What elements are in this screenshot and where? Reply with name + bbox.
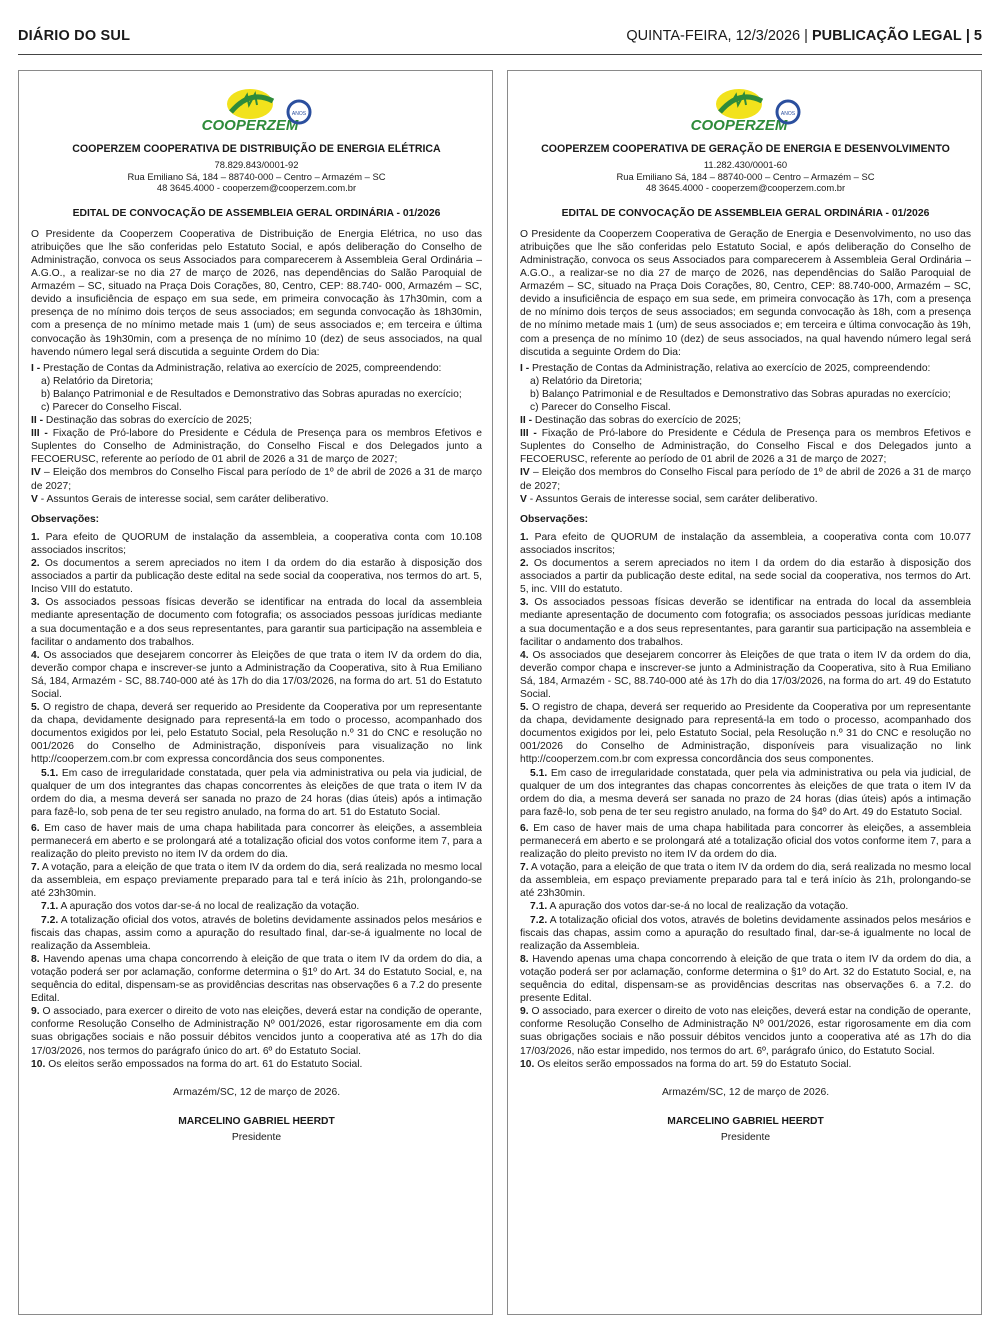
observation-number: 2. — [31, 558, 40, 570]
observation-text: O associado, para exercer o direito de voto nas eleições, deverá estar na condição de operante, conforme Resolução Conselho de Administração Nº 001/2026, estar rigorosamente em dia com suas obrigações sociais e não possuir débitos vencidos junto a cooperativa até as 17h do dia 17/03/2026, nos termos do parágrafo único do art. 6º do Estatuto Social. — [31, 1006, 482, 1057]
page-meta — [626, 28, 982, 44]
observation-number: 9. — [520, 1006, 529, 1018]
observation-text: Havendo apenas uma chapa concorrendo à eleição de que trata o item IV da ordem do dia, a votação poderá ser por aclamação, conforme determina o §1º do Art. 34 do Estatuto Social, e, na sequência do edital, dispensam-se as providências descritas nas observações 6 a 7.2 do presente Edital. — [31, 953, 482, 1005]
observation-number: 7.1. — [41, 901, 59, 913]
observation-number: 2. — [520, 558, 529, 570]
observation-item — [31, 953, 482, 1005]
observation-item — [31, 649, 482, 701]
signer-name: MARCELINO GABRIEL HEERDT — [667, 1115, 824, 1127]
observations-title: Observações: — [31, 513, 100, 525]
observation-number: 10. — [520, 1058, 535, 1070]
agenda-item — [520, 427, 971, 466]
signer-role: Presidente — [231, 1131, 282, 1143]
observation-item — [31, 861, 482, 900]
org-name: COOPERZEM COOPERATIVA DE DISTRIBUIÇÃO DE ENERGIA ELÉTRICA — [72, 143, 441, 155]
org-contact: 48 3645.4000 - cooperzem@cooperzem.com.br — [156, 182, 357, 194]
signer-name: MARCELINO GABRIEL HEERDT — [178, 1115, 335, 1127]
observation-number: 8. — [31, 953, 40, 965]
observation-number: 9. — [31, 1006, 40, 1018]
separator: | — [965, 28, 970, 44]
agenda-item-text: - Assuntos Gerais de interesse social, sem caráter deliberativo. — [37, 493, 329, 505]
observation-item — [31, 701, 482, 766]
agenda-item-text: – Eleição dos membros do Conselho Fiscal para período de 1º de abril de 2026 a 31 de março de 2027; — [31, 467, 482, 492]
observation-item — [520, 649, 971, 701]
agenda-item — [520, 362, 971, 375]
agenda-item — [31, 414, 482, 427]
observation-text: A apuração dos votos dar-se-á no local de realização da votação. — [547, 901, 849, 913]
observation-number: 7.2. — [41, 914, 59, 926]
logo-wordmark: COOPERZEM — [690, 117, 787, 134]
org-address: Rua Emiliano Sá, 184 – 88740-000 – Centro – Armazém – SC — [616, 170, 875, 182]
edital-title: EDITAL DE CONVOCAÇÃO DE ASSEMBLEIA GERAL ORDINÁRIA - 01/2026 — [72, 207, 441, 219]
observation-text: O registro de chapa, deverá ser requerido ao Presidente da Cooperativa por um representante da chapa, devidamente designado para representá-la em todo o processo, acompanhado dos documentos exigidos por lei, pelo Estatuto Social, pela Resolução n.º 31 do CNC e resolução no 001/2026 do Conselho de Administração, disponíveis para visualização no link http://cooperzem.com.br com expressa concordância dos seus componentes. — [31, 702, 482, 766]
org-contact: 48 3645.4000 - cooperzem@cooperzem.com.br — [645, 182, 846, 194]
observation-item — [31, 767, 482, 819]
logo-wordmark: COOPERZEM — [201, 117, 298, 134]
observation-text: Os documentos a serem apreciados no item I da ordem do dia estarão à disposição dos associados a partir da publicação deste edital na sede social da cooperativa, nos termos do art. 5, Inciso VIII do estatuto. — [31, 558, 482, 596]
observation-number: 5. — [31, 702, 40, 714]
observation-number: 1. — [31, 531, 40, 543]
observation-item — [31, 596, 482, 648]
agenda-item-number: V — [31, 493, 38, 505]
observation-text: Os associados que desejarem concorrer às Eleições de que trata o item IV da ordem do dia, deverão compor chapa e inscrever-se junto a Administração da Cooperativa, sito à Rua Emiliano Sá, 184, Armazém - SC, 88.740-000 até às 17h do dia 17/03/2026, na forma do art. 51 do Estatuto Social. — [31, 649, 482, 700]
observation-number: 5. — [520, 702, 529, 714]
newspaper-name: DIÁRIO DO SUL — [18, 28, 131, 44]
observation-item — [520, 701, 971, 766]
edital-body — [31, 228, 482, 1071]
observation-text: Em caso de haver mais de uma chapa habilitada para concorrer às eleições, a assembleia permanecerá em aberto e se prolongará até a totalização oficial dos votos conforme item 7, para a realização do pleito previsto no item IV da ordem do dia. — [31, 822, 482, 861]
org-address: Rua Emiliano Sá, 184 – 88740-000 – Centro – Armazém – SC — [127, 170, 386, 182]
observation-text: Em caso de haver mais de uma chapa habilitada para concorrer às eleições, a assembleia permanecerá em aberto e se prolongará até a totalização oficial dos votos conforme item 7, para a realização do pleito previsto no item IV da ordem do dia. — [520, 822, 971, 861]
agenda-list — [520, 362, 971, 506]
agenda-item-text: Fixação de Pró-labore do Presidente e Cédula de Presença para os membros Efetivos e Suplentes do Conselho de Administração, do Conselho Fiscal e dos Delegados junto a FECOERUSC, referente ao período de 01 abril de 2026 a 31 de março de 2027; — [520, 428, 971, 466]
observation-number: 6. — [520, 822, 529, 834]
agenda-item-text: Prestação de Contas da Administração, relativa ao exercício de 2025, compreendendo: — [40, 362, 442, 374]
observation-item — [31, 914, 482, 953]
agenda-item-text: Destinação das sobras do exercício de 2025; — [43, 415, 252, 427]
agenda-item-text: – Eleição dos membros do Conselho Fiscal para período de 1º de abril de 2026 a 31 de março de 2027; — [520, 467, 971, 492]
agenda-item-number: II - — [31, 415, 44, 427]
closing-block — [31, 1087, 482, 1143]
observation-item — [520, 531, 971, 557]
observation-text: Os associados pessoas físicas deverão se identificar na entrada do local da assembleia mediante apresentação de documento com fotografia; os associados pessoas jurídicas mediante a sua documentação e a dos seus representantes, para garantir sua participação na assembleia e facilitar o andamento dos trabalhos. — [520, 597, 971, 648]
agenda-item-text: Prestação de Contas da Administração, relativa ao exercício de 2025, compreendendo: — [529, 362, 931, 374]
observations-title: Observações: — [520, 513, 589, 525]
observation-number: 4. — [520, 649, 529, 661]
observation-item — [31, 822, 482, 861]
observation-number: 1. — [520, 531, 529, 543]
agenda-subitem: b) Balanço Patrimonial e de Resultados e Demonstrativo das Sobras apuradas no exercício; — [41, 388, 462, 400]
observation-number: 5.1. — [41, 767, 59, 779]
agenda-item-text: Fixação de Pró-labore do Presidente e Cédula de Presença para os membros Efetivos e Suplentes do Conselho de Administração, do Conselho Fiscal e dos Delegados junto a FECOERUSC, referente ao período de 01 abril de 2026 a 31 de março de 2027; — [31, 428, 482, 466]
observation-text: Os associados que desejarem concorrer às Eleições de que trata o item IV da ordem do dia, deverão compor chapa e inscrever-se junto a Administração da Cooperativa, sito à Rua Emiliano Sá, 184, Armazém - SC, 88.740-000 até às 17h do dia 17/03/2026, na forma do art. 49 do Estatuto Social. — [520, 649, 971, 700]
agenda-item — [31, 493, 482, 506]
observation-text: O associado, para exercer o direito de voto nas eleições, deverá estar na condição de operante, conforme Resolução Conselho de Administração Nº 001/2026, estar rigorosamente em dia com suas obrigações sociais e não possuir débitos vencidos junto a cooperativa até as 17h do dia 17/03/2026, não estar impedido, nos termos do art. 6º, parágrafo único, do Estatuto Social. — [520, 1006, 971, 1057]
observation-item — [520, 914, 971, 953]
observation-number: 7.1. — [530, 901, 548, 913]
observation-item — [31, 1058, 482, 1071]
agenda-item-number: V — [520, 493, 527, 505]
observation-number: 7.2. — [530, 914, 548, 926]
agenda-item — [520, 493, 971, 506]
observation-text: A totalização oficial dos votos, através de boletins devidamente assinados pelos mesários e fiscais das chapas, assim como a apuração do resultado final, dar-se-á igualmente no local de realização da Assembleia. — [31, 914, 482, 952]
separator: | — [804, 28, 808, 44]
observation-text: O registro de chapa, deverá ser requerido ao Presidente da Cooperativa por um representante da chapa, devidamente designado para representá-la em todo o processo, acompanhado dos documentos exigidos por lei, pelo Estatuto Social, pela Resolução n.º 31 do CNC e resolução no 001/2026 do Conselho de Administração, disponíveis para visualização no link http://cooperzem.com.br com expressa concordância dos seus componentes. — [520, 702, 971, 766]
cooperzem-logo-mark — [676, 81, 816, 137]
observation-number: 3. — [520, 597, 529, 609]
observation-item — [31, 900, 482, 913]
observation-text: Em caso de irregularidade constatada, quer pela via administrativa ou pela via judicial, de qualquer de um dos integrantes das chapas concorrentes às eleições de que trata o item IV da ordem do dia, a mesma deverá ser sanada no prazo de 24 horas (dias úteis) após a intimação para fazê-lo, sob pena de ter seu registro anulado, na forma do §4º do Art. 49 do Estatuto Social. — [520, 767, 971, 818]
observation-number: 7. — [520, 862, 529, 874]
signer-role: Presidente — [720, 1131, 771, 1143]
agenda-item-number: III - — [31, 428, 48, 440]
observation-item — [31, 557, 482, 596]
agenda-item-text: - Assuntos Gerais de interesse social, sem caráter deliberativo. — [526, 493, 818, 505]
observations-list — [31, 531, 482, 1071]
org-cnpj: 78.829.843/0001-92 — [214, 159, 299, 170]
observation-item — [520, 900, 971, 913]
observation-item — [31, 1005, 482, 1057]
observation-text: Para efeito de QUORUM de instalação da assembleia, a cooperativa conta com 10.108 associados inscritos; — [31, 531, 482, 556]
intro-paragraph: O Presidente da Cooperzem Cooperativa de Geração de Energia e Desenvolvimento, no uso das atribuições que lhe são conferidas pelo Estatuto Social, e após deliberação do Conselho de Administração, convoca os seus Associados para comparecerem à Assembleia Geral Ordinária – A.G.O., a realizar-se no dia 27 de março de 2026, nas dependências do Salão Paroquial de Armazém – SC, situado na Praça Dois Corações, 80, Centro, CEP: 88.740-000, Armazém – SC, devido a insuficiência de espaço em sua sede, em primeira convocação às 17h, com a presença de no mínimo dois terços de seus associados; em segunda convocação às 18h, com a presença de no mínimo metade mais 1 (um) de seus associados e; em terceira e última convocação às 19h, com a presença de no mínimo 10 (dez) de seus associados, na qual havendo número legal será discutida a seguinte Ordem do Dia: — [520, 228, 971, 358]
badge-text: ANOS — [291, 111, 306, 117]
observation-text: Os documentos a serem apreciados no item I da ordem do dia estarão à disposição dos associados a partir da publicação deste edital, na sede social da cooperativa, nos termos do Art. 5, inc. VIII do estatuto. — [520, 558, 971, 596]
org-details — [31, 159, 482, 194]
observation-number: 6. — [31, 822, 40, 834]
publication-date: QUINTA-FEIRA, 12/3/2026 — [626, 28, 801, 44]
org-details — [520, 159, 971, 194]
observation-item — [31, 531, 482, 557]
observation-text: A votação, para a eleição de que trata o item IV da ordem do dia, será realizada no mesmo local da assembleia, em espaço previamente preparado para tal e terá início às 21h, prolongando-se até 23h30min. — [520, 862, 971, 900]
observation-number: 7. — [31, 862, 40, 874]
agenda-item — [31, 362, 482, 375]
observation-text: Os eleitos serão empossados na forma do art. 61 do Estatuto Social. — [45, 1058, 363, 1070]
agenda-subitem: c) Parecer do Conselho Fiscal. — [530, 402, 671, 413]
cooperzem-logo — [520, 81, 971, 137]
agenda-subitem: a) Relatório da Diretoria; — [530, 375, 643, 387]
observation-text: Os eleitos serão empossados na forma do art. 59 do Estatuto Social. — [534, 1058, 852, 1070]
cooperzem-logo-mark — [187, 81, 327, 137]
observation-text: A votação, para a eleição de que trata o item IV da ordem do dia, será realizada no mesmo local da assembleia, em espaço previamente preparado para tal e terá início às 21h, prolongando-se até 23h30min. — [31, 862, 482, 900]
observation-number: 5.1. — [530, 767, 548, 779]
closing-block — [520, 1087, 971, 1143]
intro-paragraph: O Presidente da Cooperzem Cooperativa de Distribuição de Energia Elétrica, no uso das atribuições que lhe são conferidas pelo Estatuto Social, e após deliberação do Conselho de Administração, convoca os seus Associados para comparecerem à Assembleia Geral Ordinária – A.G.O., a realizar-se no dia 27 de março de 2026, nas dependências do Salão Paroquial de Armazém – SC, situado na Praça Dois Corações, 80, Centro, CEP: 88.740- 000, Armazém – SC, devido a insuficiência de espaço em sua sede, em primeira convocação às 17h30min, com a presença de no mínimo dois terços de seus associados; em segunda convocação às 18h30min, com a presença de no mínimo metade mais 1 (um) de seus associados e; em terceira e última convocação às 19h30min, com a presença de no mínimo 10 (dez) de seus associados, na qual havendo número legal será discutida a seguinte Ordem do Dia: — [31, 228, 482, 358]
observation-item — [520, 1005, 971, 1057]
agenda-subitem: b) Balanço Patrimonial e de Resultados e Demonstrativo das Sobras apuradas no exercício; — [530, 388, 951, 400]
agenda-item-number: I - — [520, 362, 530, 374]
section-name: PUBLICAÇÃO LEGAL — [811, 28, 962, 44]
notice-geracao — [507, 70, 982, 1315]
edital-title: EDITAL DE CONVOCAÇÃO DE ASSEMBLEIA GERAL ORDINÁRIA - 01/2026 — [561, 207, 930, 219]
observation-item — [520, 557, 971, 596]
org-name: COOPERZEM COOPERATIVA DE GERAÇÃO DE ENERGIA E DESENVOLVIMENTO — [541, 143, 950, 155]
observation-number: 4. — [31, 649, 40, 661]
observation-number: 3. — [31, 597, 40, 609]
agenda-item — [520, 414, 971, 427]
observations-list — [520, 531, 971, 1071]
observation-item — [520, 1058, 971, 1071]
observation-item — [520, 953, 971, 1005]
observation-text: Havendo apenas uma chapa concorrendo à eleição de que trata o item IV da ordem do dia, a votação poderá ser por aclamação, conforme determina o §1º do Art. 32 do Estatuto Social, e, na sequência do edital, dispensam-se as providências descritas nas observações 6. a 7.2. do presente Edital. — [520, 953, 971, 1005]
agenda-item-text: Destinação das sobras do exercício de 2025; — [532, 415, 741, 427]
agenda-subitem: a) Relatório da Diretoria; — [41, 375, 154, 387]
observation-text: Em caso de irregularidade constatada, quer pela via administrativa ou pela via judicial, de qualquer de um dos integrantes das chapas concorrentes às eleições de que trata o item IV da ordem do dia, a mesma deverá ser sanada no prazo de 24 horas (dias úteis) após a intimação para fazê-lo, sob pena de ter seu registro anulado, na forma do art. 51 do Estatuto Social. — [31, 767, 482, 818]
agenda-list — [31, 362, 482, 506]
observation-item — [520, 767, 971, 819]
edital-body — [520, 228, 971, 1071]
observation-number: 8. — [520, 953, 529, 965]
badge-text: ANOS — [780, 111, 795, 117]
date-line: Armazém/SC, 12 de março de 2026. — [172, 1086, 341, 1098]
agenda-item-number: I - — [31, 362, 41, 374]
agenda-subitem: c) Parecer do Conselho Fiscal. — [41, 402, 182, 413]
agenda-item — [520, 466, 971, 492]
date-line: Armazém/SC, 12 de março de 2026. — [661, 1086, 830, 1098]
cooperzem-logo — [31, 81, 482, 137]
notice-distribuicao — [18, 70, 493, 1315]
observation-text: A apuração dos votos dar-se-á no local de realização da votação. — [58, 901, 360, 913]
observation-item — [520, 861, 971, 900]
observation-text: Para efeito de QUORUM de instalação da assembleia, a cooperativa conta com 10.077 associados inscritos; — [520, 531, 971, 556]
agenda-item-number: III - — [520, 428, 537, 440]
page-number: 5 — [973, 28, 982, 44]
agenda-item — [31, 427, 482, 466]
agenda-item-number: IV — [31, 467, 41, 479]
observation-item — [520, 596, 971, 648]
observation-number: 10. — [31, 1058, 46, 1070]
observation-text: A totalização oficial dos votos, através de boletins devidamente assinados pelos mesários e fiscais das chapas, assim como a apuração do resultado final, dar-se-á igualmente no local de realização da Assembleia. — [520, 914, 971, 952]
observation-item — [520, 822, 971, 861]
agenda-item — [31, 466, 482, 492]
agenda-item-number: II - — [520, 415, 533, 427]
masthead — [18, 28, 982, 55]
org-cnpj: 11.282.430/0001-60 — [703, 159, 788, 170]
agenda-item-number: IV — [520, 467, 530, 479]
observation-text: Os associados pessoas físicas deverão se identificar na entrada do local da assembleia mediante apresentação de documento com fotografia; os associados pessoas jurídicas mediante a sua documentação e a dos seus representantes, para garantir sua participação na assembleia e facilitar o andamento dos trabalhos. — [31, 597, 482, 648]
